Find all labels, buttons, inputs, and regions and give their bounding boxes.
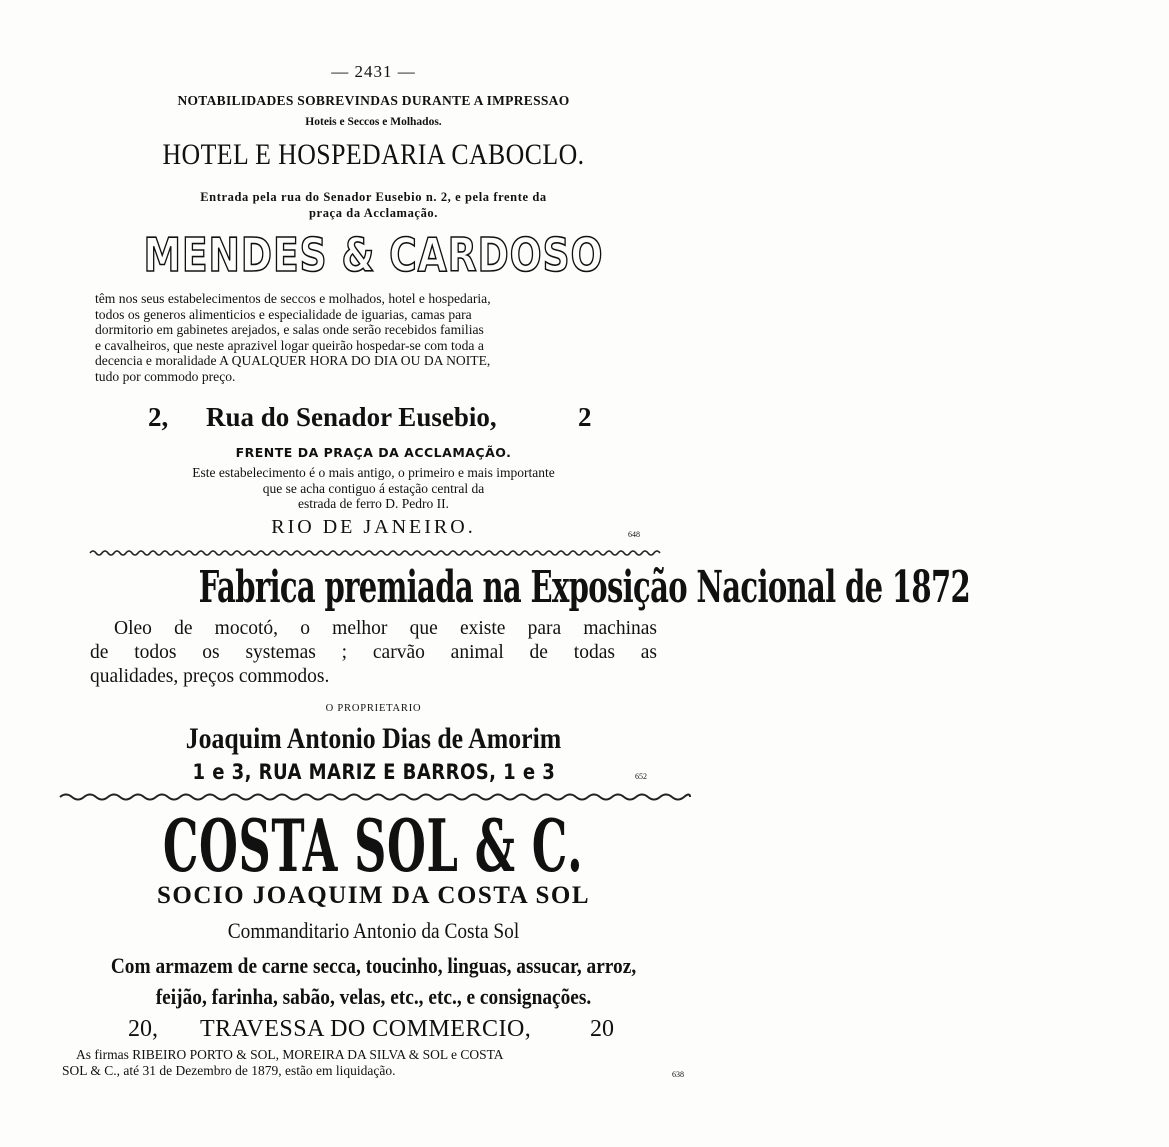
section-heading: NOTABILIDADES SOBREVINDAS DURANTE A IMPRESSAO (177, 93, 570, 108)
ad-reference-number: 648 (628, 530, 640, 539)
ad-reference-number: 652 (635, 772, 647, 781)
factory-address: 1 e 3, RUA MARIZ E BARROS, 1 e 3 (192, 760, 555, 784)
hotel-description (95, 291, 655, 385)
description-line: tudo por commodo preço. (95, 368, 236, 384)
wavy-divider (90, 548, 660, 558)
hotel-title: HOTEL E HOSPEDARIA CABOCLO. (162, 138, 585, 171)
company-address-number-left: 20, (128, 1016, 158, 1042)
wavy-divider (60, 792, 690, 802)
factory-title-box (0, 560, 971, 616)
factory-line: qualidades, preços commodos. (90, 666, 330, 687)
establishment-note (0, 465, 747, 512)
firm-name: MENDES & CARDOSO (143, 228, 604, 282)
company-address-number-right: 20 (590, 1016, 614, 1042)
company-address-street: TRAVESSA DO COMMERCIO, (200, 1016, 532, 1042)
factory-line: de todos os systemas ; carvão animal de todas as (90, 642, 657, 663)
entrance-line-1: Entrada pela rua do Senador Eusebio n. 2, e pela frente da (200, 190, 547, 204)
description-line: têm nos seus estabelecimentos de seccos e molhados, hotel e hospedaria, (95, 291, 491, 306)
factory-line: Oleo de mocotó, o melhor que existe para machinas (114, 618, 657, 639)
description-line: e cavalheiros, que neste aprazivel logar queirão hospedar-se com toda a (95, 337, 484, 353)
business-line-2: feijão, farinha, sabão, velas, etc., etc., e consignações. (155, 984, 592, 1009)
ad-reference-number: 638 (672, 1070, 684, 1079)
owner-name: Joaquim Antonio Dias de Amorim (185, 722, 562, 755)
description-line: decencia e moralidade A QUALQUER HORA DO DIA OU DA NOITE, (95, 353, 491, 369)
note-line: que se acha contiguo á estação central da (262, 480, 485, 496)
liquidation-notice (62, 1047, 692, 1079)
city: RIO DE JANEIRO. (271, 516, 476, 538)
address-street: Rua do Senador Eusebio, (206, 402, 497, 432)
company-title-box (0, 803, 747, 888)
section-subheading: Hoteis e Seccos e Molhados. (305, 116, 442, 128)
sleeping-partner: Commanditario Antonio da Costa Sol (227, 918, 520, 943)
liquidation-line: As firmas RIBEIRO PORTO & SOL, MOREIRA DA SILVA & SOL e COSTA (76, 1047, 504, 1062)
firm-name-box (0, 228, 747, 282)
description-line: dormitorio em gabinetes arejados, e salas onde serão recebidos familias (95, 322, 484, 338)
note-line: Este estabelecimento é o mais antigo, o primeiro e mais importante (192, 465, 555, 480)
address-number-left: 2, (148, 402, 169, 432)
factory-description (90, 617, 657, 689)
page-number: — 2431 — (331, 62, 416, 81)
note-line: estrada de ferro D. Pedro II. (297, 496, 450, 512)
owner-label: O PROPRIETARIO (325, 703, 422, 714)
description-line: todos os generos alimenticios e especialidade de iguarias, camas para (95, 306, 472, 322)
liquidation-line: SOL & C., até 31 de Dezembro de 1879, estão em liquidação. (62, 1063, 396, 1078)
company-title: COSTA SOL & C. (163, 803, 584, 888)
front-of-square: FRENTE DA PRAÇA DA ACCLAMAÇÃO. (235, 445, 512, 460)
business-line-1: Com armazem de carne secca, toucinho, linguas, assucar, arroz, (110, 953, 637, 978)
address-number-right: 2 (578, 402, 592, 432)
entrance-line-2: praça da Acclamação. (309, 206, 438, 220)
partner: SOCIO JOAQUIM DA COSTA SOL (156, 882, 591, 909)
factory-title: Fabrica premiada na Exposição Nacional de 1872 (198, 562, 971, 613)
